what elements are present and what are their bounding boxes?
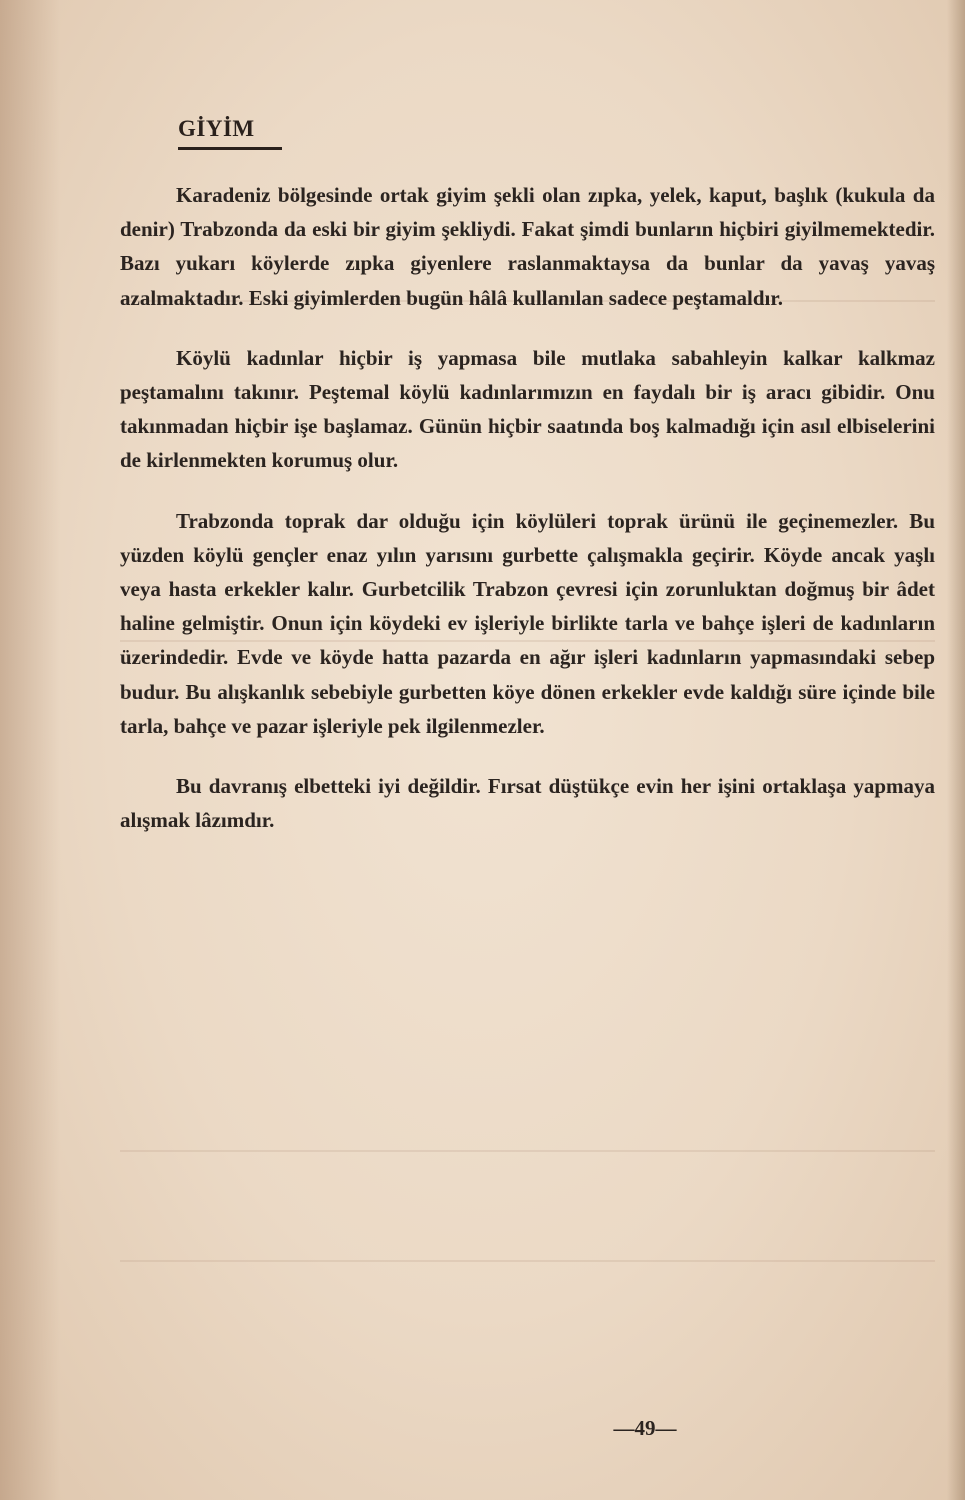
page-edge-shadow	[947, 0, 965, 1500]
paragraph: Bu davranış elbetteki iyi değildir. Fırsat düştükçe evin her işini ortaklaşa yapmaya alışmak lâzımdır.	[120, 774, 935, 833]
bleed-through-line	[120, 1150, 935, 1152]
paragraph: Trabzonda toprak dar olduğu için köylüleri toprak ürünü ile geçinemezler. Bu yüzden köylü gençler enaz yılın yarısını gurbette çalışmakla geçirir. Köyde ancak yaşlı veya hasta erkekler kalır. Gurbetcilik Trabzon çevresi için zorunluktan doğmuş bir âdet haline gelmiştir. Onun için köydeki ev işleriyle birlikte tarla ve bahçe işleri de kadınların üzerindedir. Evde ve köyde hatta pazarda en ağır işleri kadınların yapmasındaki sebep budur. Bu alışkanlık sebebiyle gurbetten köye dönen erkekler evde kaldığı süre içinde bile tarla, bahçe ve pazar işleriyle pek ilgilenmezler.	[120, 508, 935, 738]
heading-underline	[178, 147, 282, 150]
page-number: —49—	[613, 1416, 677, 1440]
section-heading: GİYİM	[178, 116, 255, 141]
bleed-through-line	[120, 1260, 935, 1262]
gutter-shadow	[0, 0, 60, 1500]
paragraph: Karadeniz bölgesinde ortak giyim şekli olan zıpka, yelek, kaput, başlık (kukula da denir) Trabzonda da eski bir giyim şekliydi. Fakat şimdi bunların hiçbiri giyilmemektedir. Bazı yukarı köylerde zıpka giyenlere raslanmaktaysa da bunlar da yavaş yavaş azalmaktadır. Eski giyimlerden bugün hâlâ kullanılan sadece peştamaldır.	[120, 183, 935, 310]
paragraph: Köylü kadınlar hiçbir iş yapmasa bile mutlaka sabahleyin kalkar kalkmaz peştamalını takınır. Peştemal köylü kadınlarımızın en faydalı bir iş aracı gibidir. Onu takınmadan hiçbir işe başlamaz. Günün hiçbir saatında boş kalmadığı için asıl elbiselerini de kirlenmekten korumuş olur.	[120, 345, 935, 473]
body-text	[120, 178, 935, 863]
